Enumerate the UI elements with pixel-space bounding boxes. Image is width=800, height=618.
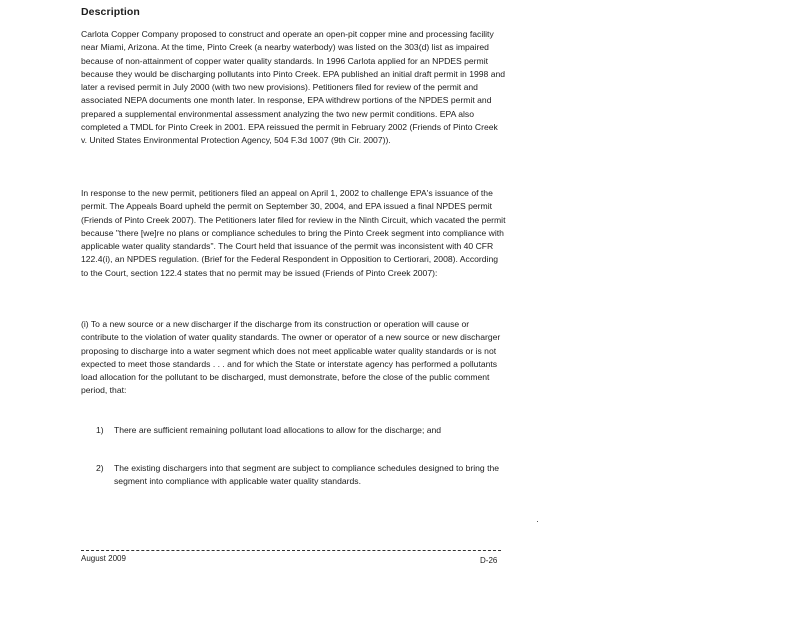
footer-date: August 2009: [81, 554, 126, 563]
paragraph-regulation-quote: (i) To a new source or a new discharger if the discharge from its construction or operation will cause or contribute to the violation of water quality standards. The owner or operator of a new source or new discharger proposing to discharge into a water segment which does not meet applicable water quality standards or is not expected to meet those standards . . . and for which the State or interstate agency has performed a pollutants load allocation for the pollutant to be discharged, must demonstrate, before the close of the public comment period, that:: [81, 319, 501, 396]
list-item: [96, 424, 514, 437]
paragraph-appeal: In response to the new permit, petitioners filed an appeal on April 1, 2002 to challenge EPA's issuance of the permit. The Appeals Board upheld the permit on September 30, 2004, and EPA issued a final NPDES permit (Friends of Pinto Creek 2007). The Petitioners later filed for review in the Ninth Circuit, which vacated the permit because "there [we]re no plans or compliance schedules to bring the Pinto Creek segment into compliance with applicable water quality standards". The Court held that issuance of the permit was inconsistent with 40 CFR 122.4(i), an NPDES regulation. (Brief for the Federal Respondent in Opposition to Certiorari, 2008). According to the Court, section 122.4 states that no permit may be issued (Friends of Pinto Creek 2007):: [81, 188, 506, 278]
paragraph-background: Carlota Copper Company proposed to construct and operate an open-pit copper mine and processing facility near Miami, Arizona. At the time, Pinto Creek (a nearby waterbody) was listed on the 303(d) list as impaired because of non-attainment of copper water quality standards. In 1996 Carlota applied for an NPDES permit because they would be discharging pollutants into Pinto Creek. EPA published an initial draft permit in 1998 and later a revised permit in July 2000 (with two new provisions). Petitioners filed for review of the permit and associated NEPA documents one month later. In response, EPA withdrew portions of the NPDES permit and prepared a supplemental environmental assessment analyzing the two new permit conditions. EPA also completed a TMDL for Pinto Creek in 2001. EPA reissued the permit in February 2002 (Friends of Pinto Creek v. United States Environmental Protection Agency, 504 F.3d 1007 (9th Cir. 2007)).: [81, 29, 506, 146]
list-item-text: There are sufficient remaining pollutant load allocations to allow for the discharge; and: [114, 425, 442, 435]
footer-divider: [81, 550, 501, 551]
scan-speck: [537, 521, 538, 522]
list-item-text: The existing dischargers into that segment are subject to compliance schedules designed to bring the segment into compliance with applicable water quality standards.: [114, 463, 500, 487]
section-heading: Description: [81, 6, 140, 18]
list-item: [96, 462, 514, 489]
list-item-number: 1): [96, 425, 104, 435]
list-item-number: 2): [96, 463, 104, 473]
footer-page-number: D-26: [480, 556, 498, 565]
